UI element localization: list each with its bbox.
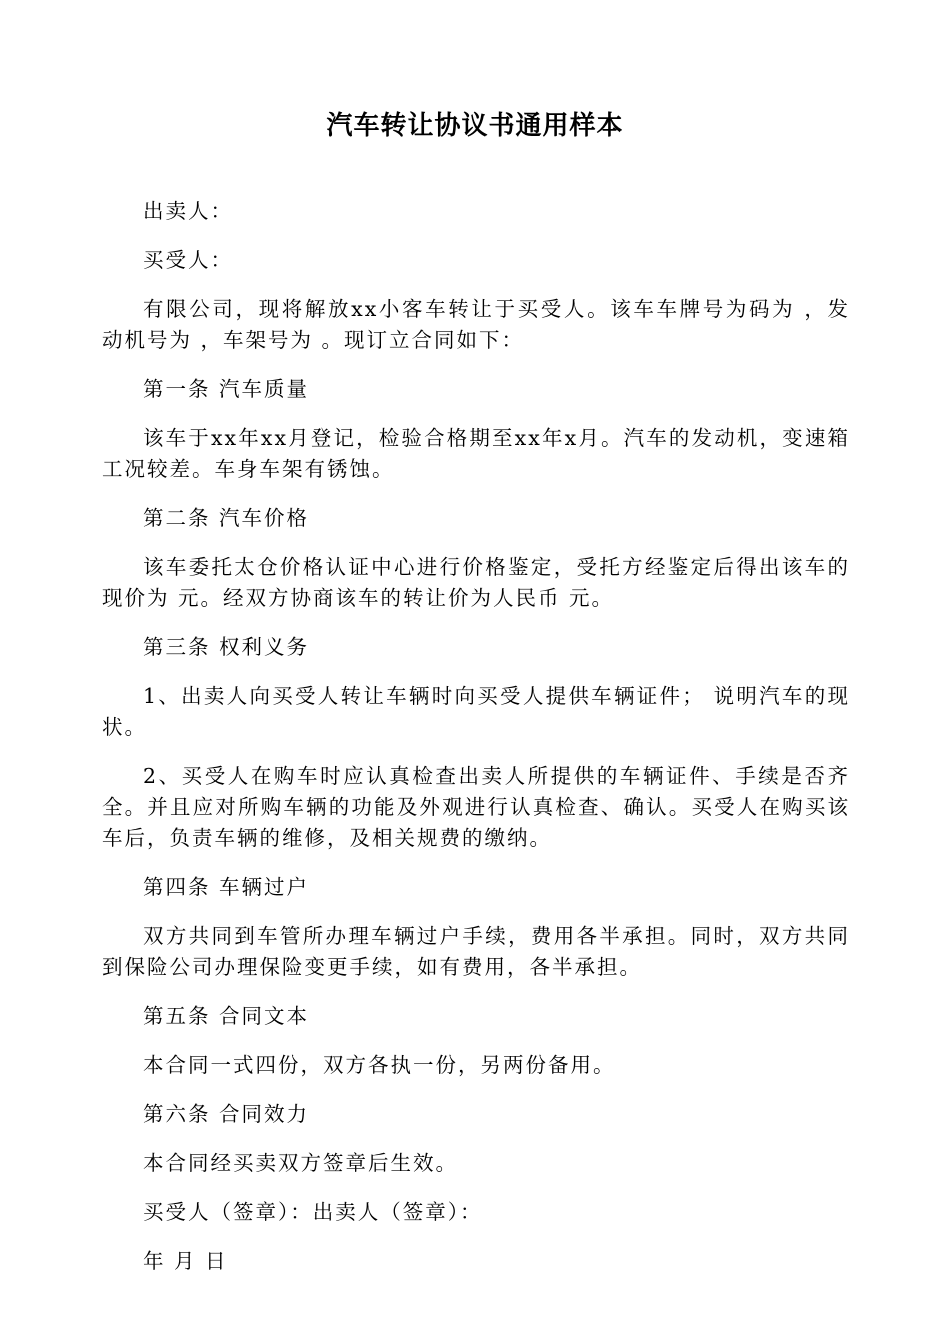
- article-1-text: 该车于xx年xx月登记，检验合格期至xx年x月。汽车的发动机，变速箱工况较差。车身车架有锈蚀。: [102, 426, 850, 481]
- article-3-item-2: 2、买受人在购车时应认真检查出卖人所提供的车辆证件、手续是否齐全。并且应对所购车辆的功能及外观进行认真检查、确认。买受人在购买该车后，负责车辆的维修，及相关规费的缴纳。: [102, 764, 850, 850]
- article-6-heading: 第六条 合同效力: [143, 1102, 310, 1126]
- article-2-text: 该车委托太仓价格认证中心进行价格鉴定，受托方经鉴定后得出该车的现价为 元。经双方协商该车的转让价为人民币 元。: [102, 555, 850, 610]
- date-line: 年 月 日: [143, 1249, 228, 1273]
- intro-paragraph: 有限公司，现将解放xx小客车转让于买受人。该车车牌号为码为 ，发动机号为 ，车架号为 。现订立合同如下：: [102, 297, 850, 352]
- document-title: 汽车转让协议书通用样本: [326, 111, 624, 141]
- document-body: [102, 196, 850, 1295]
- article-3-heading: 第三条 权利义务: [143, 635, 310, 659]
- seller-line: 出卖人：: [143, 199, 233, 223]
- buyer-line: 买受人：: [143, 248, 233, 272]
- article-4-text: 双方共同到车管所办理车辆过户手续，费用各半承担。同时，双方共同到保险公司办理保险变更手续，如有费用，各半承担。: [102, 924, 850, 979]
- article-3-item-1: 1、出卖人向买受人转让车辆时向买受人提供车辆证件； 说明汽车的现状。: [102, 684, 850, 739]
- signature-line: 买受人（签章）：出卖人（签章）：: [143, 1200, 483, 1224]
- article-5-text: 本合同一式四份，双方各执一份，另两份备用。: [143, 1053, 616, 1077]
- article-5-heading: 第五条 合同文本: [143, 1004, 310, 1028]
- article-6-text: 本合同经买卖双方签章后生效。: [143, 1151, 458, 1175]
- article-4-heading: 第四条 车辆过户: [143, 875, 310, 899]
- article-2-heading: 第二条 汽车价格: [143, 506, 310, 530]
- article-1-heading: 第一条 汽车质量: [143, 377, 310, 401]
